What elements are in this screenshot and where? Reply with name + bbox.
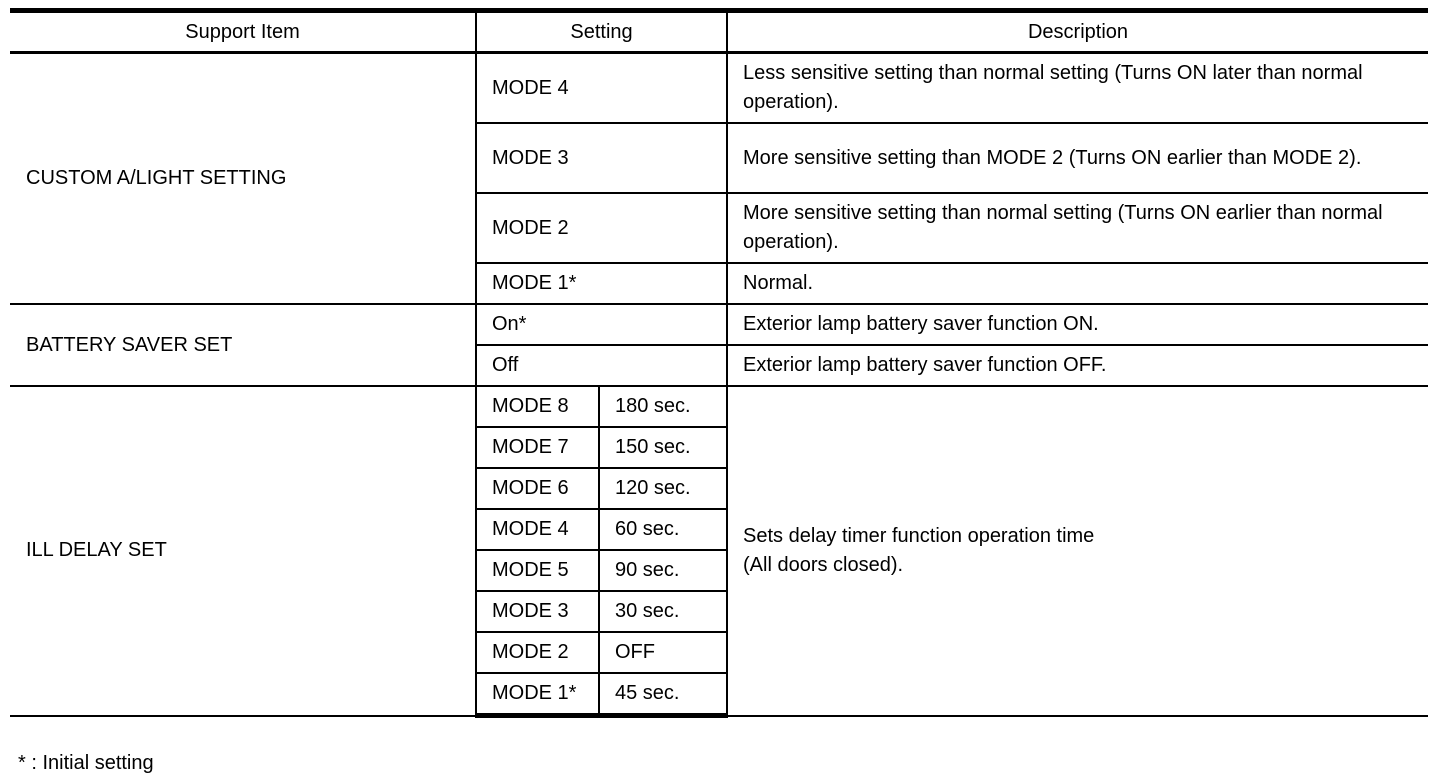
description-cell: More sensitive setting than normal setting (Turns ON earlier than normal operation). xyxy=(727,193,1428,263)
time-cell: 150 sec. xyxy=(599,427,727,468)
description-cell: Exterior lamp battery saver function OFF. xyxy=(727,345,1428,386)
description-line: (All doors closed). xyxy=(743,553,904,576)
mode-cell: MODE 6 xyxy=(476,468,599,509)
setting-cell: Off xyxy=(476,345,727,386)
description-cell-ill-delay xyxy=(727,386,1428,716)
support-item-custom-alight: CUSTOM A/LIGHT SETTING xyxy=(10,53,476,305)
header-support-item: Support Item xyxy=(10,11,476,53)
time-cell: OFF xyxy=(599,632,727,673)
description-cell: Less sensitive setting than normal setting (Turns ON later than normal operation). xyxy=(727,53,1428,124)
table-row xyxy=(10,386,1428,427)
mode-cell: MODE 7 xyxy=(476,427,599,468)
table-row xyxy=(10,304,1428,345)
setting-cell: MODE 1* xyxy=(476,263,727,304)
description-line: Sets delay timer function operation time xyxy=(743,524,1095,547)
mode-cell: MODE 5 xyxy=(476,550,599,591)
mode-cell: MODE 2 xyxy=(476,632,599,673)
setting-cell: On* xyxy=(476,304,727,345)
header-setting: Setting xyxy=(476,11,727,53)
description-cell: Exterior lamp battery saver function ON. xyxy=(727,304,1428,345)
support-item-battery-saver: BATTERY SAVER SET xyxy=(10,304,476,386)
setting-cell: MODE 2 xyxy=(476,193,727,263)
time-cell: 45 sec. xyxy=(599,673,727,716)
mode-cell: MODE 3 xyxy=(476,591,599,632)
time-cell: 180 sec. xyxy=(599,386,727,427)
mode-cell: MODE 4 xyxy=(476,509,599,550)
mode-cell: MODE 1* xyxy=(476,673,599,716)
table-row xyxy=(10,53,1428,124)
time-cell: 60 sec. xyxy=(599,509,727,550)
time-cell: 120 sec. xyxy=(599,468,727,509)
mode-cell: MODE 8 xyxy=(476,386,599,427)
description-cell: Normal. xyxy=(727,263,1428,304)
description-cell: More sensitive setting than MODE 2 (Turns ON earlier than MODE 2). xyxy=(727,123,1428,193)
header-description: Description xyxy=(727,11,1428,53)
support-item-ill-delay: ILL DELAY SET xyxy=(10,386,476,716)
time-cell: 30 sec. xyxy=(599,591,727,632)
setting-cell: MODE 3 xyxy=(476,123,727,193)
setting-cell: MODE 4 xyxy=(476,53,727,124)
time-cell: 90 sec. xyxy=(599,550,727,591)
settings-table xyxy=(10,8,1428,718)
table-header-row xyxy=(10,11,1428,53)
footnote: * : Initial setting xyxy=(18,752,154,774)
